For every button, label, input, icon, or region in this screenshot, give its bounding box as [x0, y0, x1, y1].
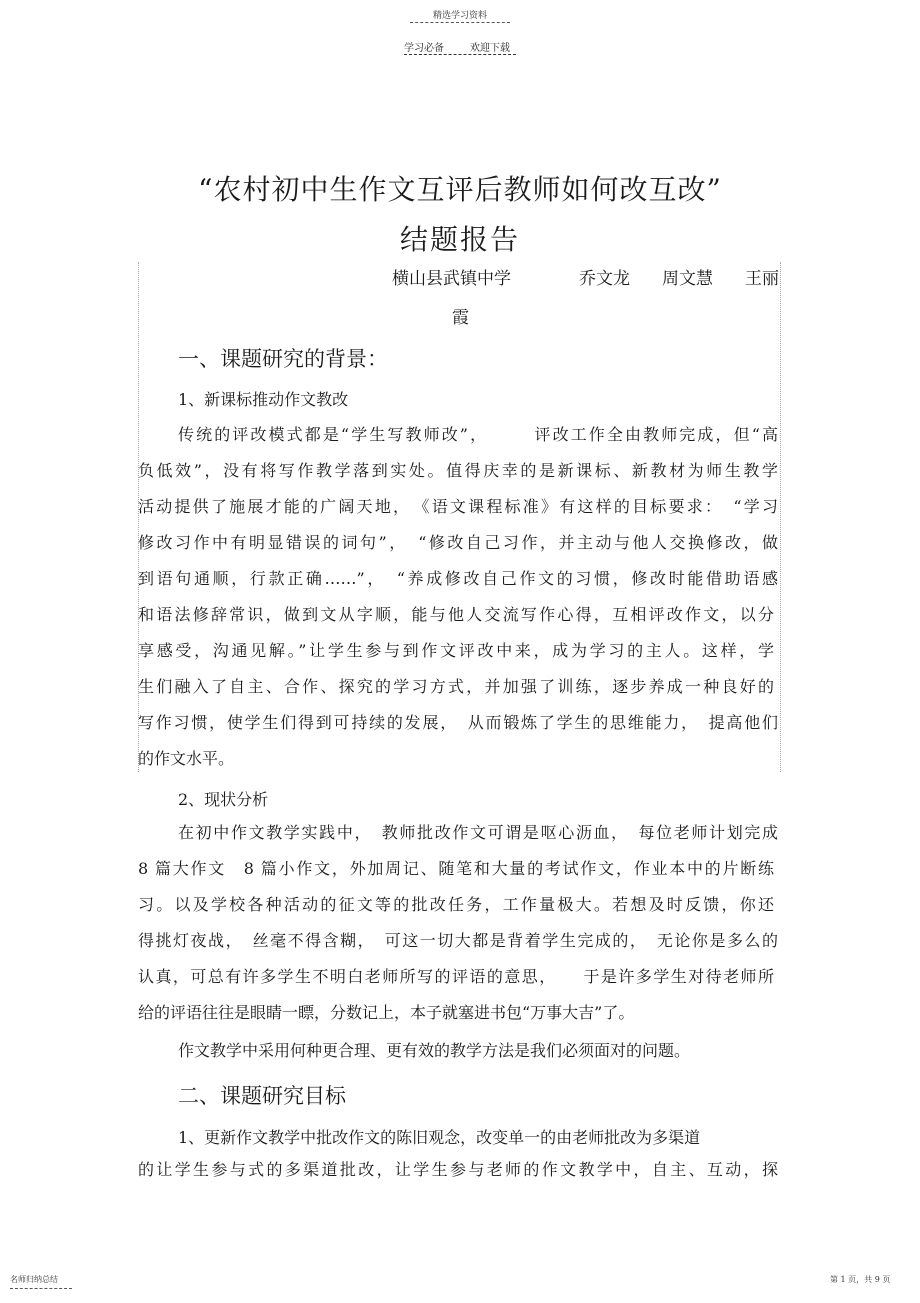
- paragraph-line: 作文教学中采用何种更合理、更有效的教学方法是我们必须面对的问题。: [178, 1041, 691, 1060]
- paragraph-line: 写作习惯，使学生们得到可持续的发展， 从而锻炼了学生的思维能力， 提高他们: [138, 713, 778, 732]
- author-name-continuation: 霞: [452, 308, 469, 328]
- section-heading: 一、课题研究的背景：: [178, 347, 388, 371]
- footer-left-text: 名师归纳总结: [10, 1275, 58, 1284]
- paragraph-line: 习。以及学校各种活动的征文等的批改任务，工作量极大。若想及时反馈，你还: [138, 895, 774, 914]
- paragraph-line: 1、更新作文教学中批改作文的陈旧观念，改变单一的由老师批改为多渠道: [178, 1128, 701, 1147]
- subsection-heading: 2、现状分析: [178, 790, 269, 809]
- paragraph-line: 负低效”，没有将写作教学落到实处。值得庆幸的是新课标、新教材为师生教学: [138, 461, 778, 480]
- author-name: 王丽: [745, 269, 779, 289]
- paragraph-line: 修改习作中有明显错误的词句”， “修改自己习作，并主动与他人交换修改，做: [138, 533, 778, 552]
- paragraph-line: 到语句通顺，行款正确……”， “养成修改自己作文的习惯，修改时能借助语感: [138, 569, 778, 588]
- paragraph-line: 给的评语往往是眼睛一瞟，分数记上，本子就塞进书包“万事大吉”了。: [138, 1003, 635, 1022]
- report-subtitle: 结题报告: [399, 223, 520, 256]
- paragraph-line: 和语法修辞常识，做到文从字顺，能与他人交流写作心得，互相评改作文，以分: [138, 605, 774, 624]
- header-left-text: 学习必备: [404, 43, 444, 54]
- paragraph-line: 享感受，沟通见解。”让学生参与到作文评改中来，成为学习的主人。这样，学: [138, 641, 774, 660]
- paragraph-line: 8 篇大作文 8 篇小作文，外加周记、随笔和大量的考试作文，作业本中的片断练: [138, 859, 774, 878]
- paragraph-line: 活动提供了施展才能的广阔天地， 《语文课程标准》有这样的目标要求： “学习: [138, 497, 778, 516]
- paragraph-line: 在初中作文教学实践中， 教师批改作文可谓是呕心沥血， 每位老师计划完成: [178, 823, 778, 842]
- paragraph-line: 的作文水平。: [138, 749, 235, 768]
- paragraph-line: 认真，可总有许多学生不明白老师所写的评语的意思， 于是许多学生对待老师所: [138, 967, 774, 986]
- footer-divider: [10, 1288, 72, 1289]
- header-top-text: 精选学习资料: [432, 11, 487, 21]
- author-name: 周文慧: [662, 269, 713, 289]
- page-number: 第 1 页，共 9 页: [830, 1275, 891, 1284]
- subsection-heading: 1、新课标推动作文教改: [178, 390, 349, 409]
- report-title: “农村初中生作文互评后教师如何改互改”: [198, 173, 722, 206]
- right-margin-rule: [780, 262, 781, 772]
- header-divider: [410, 22, 510, 23]
- paragraph-line: 得挑灯夜战， 丝毫不得含糊， 可这一切大都是背着学生完成的， 无论你是多么的: [138, 931, 778, 950]
- author-name: 乔文龙: [579, 269, 630, 289]
- paragraph-line: 生们融入了自主、合作、探究的学习方式，并加强了训练，逐步养成一种良好的: [138, 677, 774, 696]
- header-right-text: 欢迎下载: [470, 43, 510, 54]
- header-underline: [404, 54, 516, 55]
- section-heading: 二、课题研究目标: [178, 1084, 346, 1108]
- paragraph-line: 的让学生参与式的多渠道批改，让学生参与老师的作文教学中，自主、互动，探: [138, 1160, 778, 1179]
- paragraph-line: 传统的评改模式都是“学生写教师改”， 评改工作全由教师完成，但“高: [178, 425, 778, 444]
- header-subtitle: [404, 39, 510, 54]
- author-school: 横山县武镇中学: [392, 269, 511, 289]
